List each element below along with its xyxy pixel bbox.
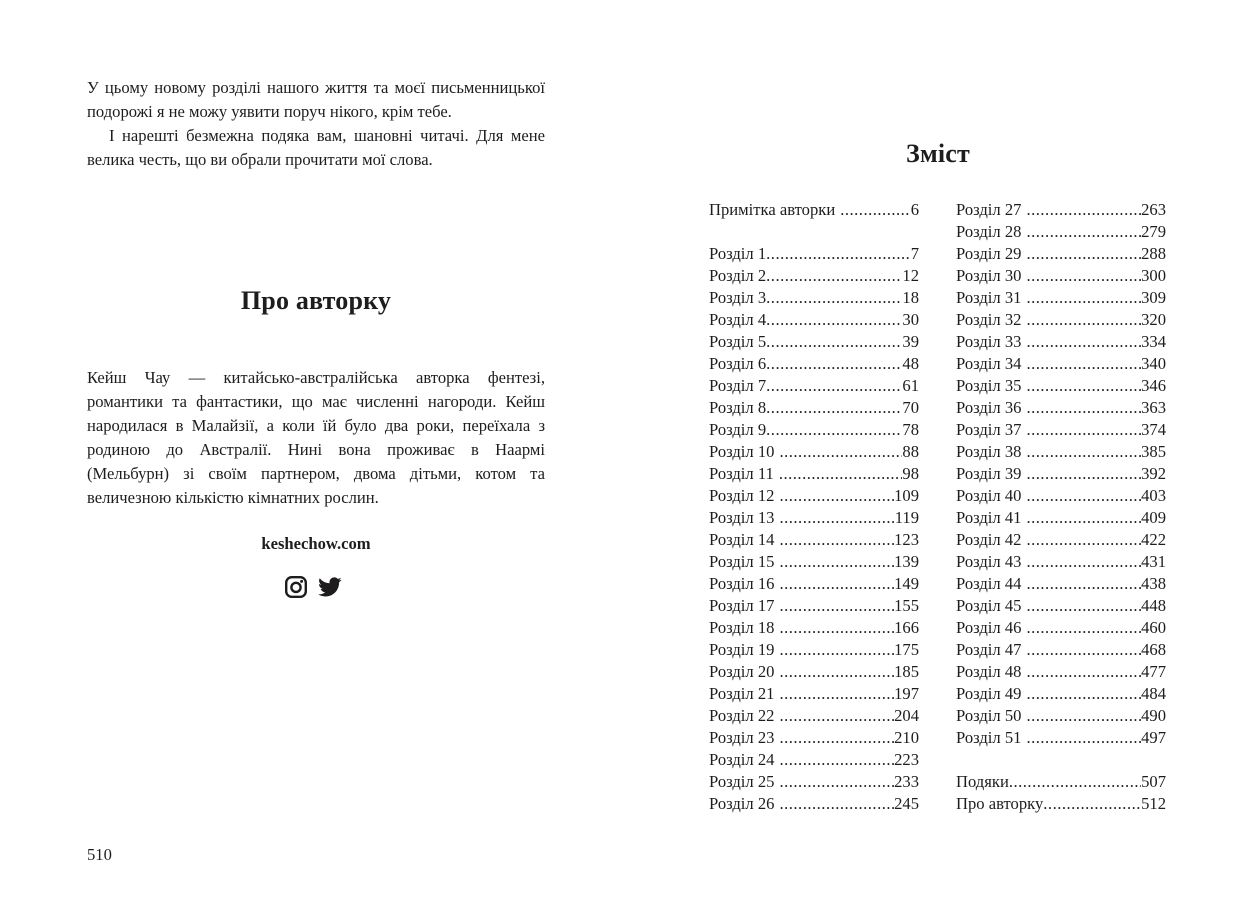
toc-entry-label: Розділ 32 bbox=[956, 310, 1022, 329]
toc-entry-page: 279 bbox=[1141, 222, 1166, 241]
toc-entry-page: 320 bbox=[1141, 310, 1166, 329]
toc-leader-dots bbox=[1026, 221, 1141, 243]
page-number: 510 bbox=[87, 845, 112, 864]
toc-entry-label: Розділ 7 bbox=[709, 376, 767, 395]
toc-column-1 bbox=[709, 199, 919, 815]
toc-entry-label: Розділ 5 bbox=[709, 332, 767, 351]
toc-entry[interactable] bbox=[956, 375, 1166, 397]
toc-entry-label: Розділ 31 bbox=[956, 288, 1022, 307]
toc-entry-page: 139 bbox=[894, 552, 919, 571]
acknowledgment-text bbox=[87, 76, 545, 172]
about-author-heading: Про авторку bbox=[240, 286, 392, 315]
toc-column-2 bbox=[956, 199, 1166, 815]
toc-entry-page: 166 bbox=[894, 618, 919, 637]
toc-leader-dots bbox=[1026, 199, 1141, 221]
toc-entry-page: 309 bbox=[1141, 288, 1166, 307]
toc-entry[interactable] bbox=[956, 573, 1166, 595]
toc-entry[interactable] bbox=[956, 287, 1166, 309]
toc-entry-page: 385 bbox=[1141, 442, 1166, 461]
toc-leader-dots bbox=[766, 287, 902, 309]
toc-entry-label: Розділ 49 bbox=[956, 684, 1022, 703]
toc-entry-page: 512 bbox=[1141, 794, 1166, 813]
toc-entry[interactable] bbox=[709, 793, 919, 815]
toc-entry[interactable] bbox=[956, 793, 1166, 815]
toc-entry[interactable] bbox=[709, 419, 919, 441]
author-website-link[interactable]: keshechow.com bbox=[261, 534, 371, 553]
toc-entry-label: Розділ 16 bbox=[709, 574, 775, 593]
toc-leader-dots bbox=[779, 617, 894, 639]
toc-entry[interactable] bbox=[709, 705, 919, 727]
toc-entry-label: Розділ 9 bbox=[709, 420, 767, 439]
toc-entry[interactable] bbox=[709, 331, 919, 353]
toc-entry-page: 374 bbox=[1141, 420, 1166, 439]
toc-entry-label: Розділ 28 bbox=[956, 222, 1022, 241]
toc-leader-dots bbox=[766, 353, 902, 375]
toc-entry-label: Розділ 44 bbox=[956, 574, 1022, 593]
toc-entry-label: Розділ 29 bbox=[956, 244, 1022, 263]
toc-entry-page: 468 bbox=[1141, 640, 1166, 659]
toc-entry-label: Розділ 6 bbox=[709, 354, 767, 373]
toc-leader-dots bbox=[779, 485, 894, 507]
toc-leader-dots bbox=[1026, 683, 1141, 705]
toc-entry-page: 460 bbox=[1141, 618, 1166, 637]
toc-leader-dots bbox=[779, 551, 894, 573]
toc-entry[interactable] bbox=[709, 309, 919, 331]
toc-leader-dots bbox=[1026, 705, 1141, 727]
toc-entry-label: Примітка авторки bbox=[709, 200, 836, 219]
toc-entry[interactable] bbox=[709, 661, 919, 683]
toc-entry[interactable] bbox=[956, 771, 1166, 793]
toc-entry-label: Розділ 21 bbox=[709, 684, 775, 703]
toc-leader-dots bbox=[766, 397, 902, 419]
toc-entry-label: Розділ 38 bbox=[956, 442, 1022, 461]
toc-entry[interactable] bbox=[956, 331, 1166, 353]
toc-leader-dots bbox=[766, 375, 902, 397]
toc-entry[interactable] bbox=[956, 551, 1166, 573]
toc-leader-dots bbox=[779, 463, 903, 485]
toc-entry-label: Розділ 22 bbox=[709, 706, 775, 725]
toc-leader-dots bbox=[779, 441, 902, 463]
toc-entry-label: Розділ 35 bbox=[956, 376, 1022, 395]
toc-leader-dots bbox=[779, 573, 894, 595]
toc-leader-dots bbox=[1026, 661, 1141, 683]
toc-entry-label: Розділ 33 bbox=[956, 332, 1022, 351]
toc-entry-label: Розділ 37 bbox=[956, 420, 1022, 439]
toc-entry-label: Розділ 47 bbox=[956, 640, 1022, 659]
toc-entry[interactable] bbox=[956, 661, 1166, 683]
toc-entry-label: Розділ 3 bbox=[709, 288, 767, 307]
toc-leader-dots bbox=[1026, 617, 1141, 639]
toc-entry-page: 18 bbox=[902, 288, 919, 307]
toc-entry-page: 210 bbox=[894, 728, 919, 747]
toc-entry-page: 175 bbox=[894, 640, 919, 659]
toc-leader-dots bbox=[766, 419, 902, 441]
toc-entry-page: 48 bbox=[902, 354, 919, 373]
toc-leader-dots bbox=[779, 683, 894, 705]
toc-entry-page: 340 bbox=[1141, 354, 1166, 373]
author-bio bbox=[87, 366, 545, 510]
toc-entry-label: Розділ 40 bbox=[956, 486, 1022, 505]
toc-entry[interactable] bbox=[709, 617, 919, 639]
toc-entry[interactable] bbox=[709, 727, 919, 749]
toc-entry-label: Розділ 15 bbox=[709, 552, 775, 571]
toc-entry-label: Розділ 25 bbox=[709, 772, 775, 791]
toc-entry-label: Розділ 46 bbox=[956, 618, 1022, 637]
author-bio-paragraph: Кейш Чау — китайсько-австралійська авторка фентезі, романтики та фантастики, що має численні нагороди. Кейш народилася в Малайзії, а коли їй було два роки, переїхала з родиною до Австралії. Нині вона проживає в Наармі (Мельбурн) зі своїм партнером, двома дітьми, котом та величезною кількістю кімнатних рослин. bbox=[87, 368, 545, 507]
toc-entry-label: Розділ 20 bbox=[709, 662, 775, 681]
toc-entry-label: Розділ 4 bbox=[709, 310, 767, 329]
toc-leader-dots bbox=[779, 749, 894, 771]
toc-leader-dots bbox=[1009, 771, 1141, 793]
toc-entry-page: 39 bbox=[902, 332, 919, 351]
toc-entry-page: 119 bbox=[894, 508, 919, 527]
toc-leader-dots bbox=[1026, 287, 1141, 309]
toc-entry-label: Розділ 34 bbox=[956, 354, 1022, 373]
acknowledgment-paragraph: І нарешті безмежна подяка вам, шановні читачі. Для мене велика честь, що ви обрали прочитати мої слова. bbox=[87, 126, 545, 169]
toc-entry[interactable] bbox=[709, 463, 919, 485]
toc-entry-page: 346 bbox=[1141, 376, 1166, 395]
toc-entry-label: Розділ 2 bbox=[709, 266, 767, 285]
toc-entry-page: 300 bbox=[1141, 266, 1166, 285]
toc-entry-page: 197 bbox=[894, 684, 919, 703]
toc-entry-page: 61 bbox=[902, 376, 919, 395]
toc-entry-label: Розділ 48 bbox=[956, 662, 1022, 681]
toc-entry[interactable] bbox=[709, 573, 919, 595]
toc-leader-dots bbox=[1026, 353, 1141, 375]
toc-leader-dots bbox=[1026, 573, 1141, 595]
toc-spacer bbox=[956, 749, 1166, 771]
toc-entry[interactable] bbox=[709, 265, 919, 287]
toc-leader-dots bbox=[840, 199, 911, 221]
toc-entry-label: Розділ 42 bbox=[956, 530, 1022, 549]
toc-entry-label: Розділ 14 bbox=[709, 530, 775, 549]
toc-entry-label: Розділ 39 bbox=[956, 464, 1022, 483]
toc-entry-label: Подяки bbox=[956, 772, 1009, 791]
toc-entry-page: 123 bbox=[894, 530, 919, 549]
toc-entry-page: 6 bbox=[910, 200, 919, 219]
toc-entry[interactable] bbox=[956, 309, 1166, 331]
toc-leader-dots bbox=[1026, 727, 1141, 749]
toc-leader-dots bbox=[1026, 529, 1141, 551]
toc-entry-label: Розділ 19 bbox=[709, 640, 775, 659]
toc-entry-label: Розділ 18 bbox=[709, 618, 775, 637]
toc-entry[interactable] bbox=[709, 639, 919, 661]
toc-entry[interactable] bbox=[956, 485, 1166, 507]
toc-entry-label: Розділ 36 bbox=[956, 398, 1022, 417]
toc-entry-page: 409 bbox=[1141, 508, 1166, 527]
toc-entry[interactable] bbox=[709, 771, 919, 793]
toc-leader-dots bbox=[779, 793, 894, 815]
toc-entry[interactable] bbox=[956, 353, 1166, 375]
toc-entry[interactable] bbox=[956, 441, 1166, 463]
toc-entry[interactable] bbox=[709, 529, 919, 551]
toc-entry-page: 497 bbox=[1141, 728, 1166, 747]
toc-entry-page: 233 bbox=[894, 772, 919, 791]
toc-entry-page: 78 bbox=[902, 420, 919, 439]
toc-leader-dots bbox=[1026, 309, 1141, 331]
toc-entry-page: 484 bbox=[1141, 684, 1166, 703]
toc-entry-label: Розділ 24 bbox=[709, 750, 775, 769]
toc-entry[interactable] bbox=[956, 617, 1166, 639]
toc-leader-dots bbox=[779, 661, 894, 683]
toc-leader-dots bbox=[1026, 639, 1141, 661]
toc-entry[interactable] bbox=[956, 639, 1166, 661]
toc-entry[interactable] bbox=[956, 265, 1166, 287]
toc-entry[interactable] bbox=[709, 375, 919, 397]
toc-entry[interactable] bbox=[709, 551, 919, 573]
toc-leader-dots bbox=[766, 331, 902, 353]
toc-leader-dots bbox=[766, 309, 902, 331]
toc-entry[interactable] bbox=[956, 705, 1166, 727]
toc-entry-label: Розділ 12 bbox=[709, 486, 775, 505]
toc-entry-page: 204 bbox=[894, 706, 919, 725]
toc-entry-page: 98 bbox=[902, 464, 919, 483]
toc-entry-label: Розділ 11 bbox=[709, 464, 774, 483]
toc-leader-dots bbox=[1026, 331, 1141, 353]
toc-entry-page: 392 bbox=[1141, 464, 1166, 483]
toc-leader-dots bbox=[1026, 375, 1141, 397]
toc-leader-dots bbox=[1026, 265, 1141, 287]
toc-entry[interactable] bbox=[956, 507, 1166, 529]
toc-entry-label: Розділ 10 bbox=[709, 442, 775, 461]
toc-entry-page: 185 bbox=[894, 662, 919, 681]
toc-entry-page: 507 bbox=[1141, 772, 1166, 791]
toc-entry[interactable] bbox=[956, 397, 1166, 419]
toc-leader-dots bbox=[1026, 397, 1141, 419]
toc-entry-label: Розділ 41 bbox=[956, 508, 1022, 527]
toc-entry-label: Розділ 51 bbox=[956, 728, 1022, 747]
toc-entry[interactable] bbox=[956, 199, 1166, 221]
toc-entry-page: 490 bbox=[1141, 706, 1166, 725]
toc-entry-label: Розділ 27 bbox=[956, 200, 1022, 219]
toc-entry-label: Розділ 1 bbox=[709, 244, 767, 263]
toc-spacer bbox=[709, 221, 919, 243]
toc-entry[interactable] bbox=[956, 419, 1166, 441]
toc-entry-page: 155 bbox=[894, 596, 919, 615]
instagram-icon[interactable] bbox=[284, 575, 308, 599]
toc-entry-page: 223 bbox=[894, 750, 919, 769]
toc-leader-dots bbox=[1026, 419, 1141, 441]
toc-leader-dots bbox=[779, 705, 894, 727]
toc-entry-page: 70 bbox=[902, 398, 919, 417]
toc-entry-page: 7 bbox=[910, 244, 919, 263]
toc-leader-dots bbox=[1026, 551, 1141, 573]
toc-entry-page: 245 bbox=[894, 794, 919, 813]
toc-entry[interactable] bbox=[956, 683, 1166, 705]
toc-entry[interactable] bbox=[709, 507, 919, 529]
twitter-icon[interactable] bbox=[316, 575, 344, 599]
toc-leader-dots bbox=[779, 771, 894, 793]
toc-entry-label: Розділ 8 bbox=[709, 398, 767, 417]
toc-entry[interactable] bbox=[956, 595, 1166, 617]
toc-leader-dots bbox=[1026, 441, 1141, 463]
toc-entry-label: Розділ 45 bbox=[956, 596, 1022, 615]
toc-entry[interactable] bbox=[956, 221, 1166, 243]
toc-leader-dots bbox=[766, 243, 911, 265]
toc-entry-label: Розділ 50 bbox=[956, 706, 1022, 725]
toc-leader-dots bbox=[779, 529, 894, 551]
toc-entry[interactable] bbox=[709, 199, 919, 221]
toc-leader-dots bbox=[1026, 485, 1141, 507]
toc-entry[interactable] bbox=[709, 441, 919, 463]
toc-leader-dots bbox=[1026, 243, 1141, 265]
toc-entry-label: Розділ 13 bbox=[709, 508, 775, 527]
toc-entry-label: Розділ 30 bbox=[956, 266, 1022, 285]
toc-entry-page: 448 bbox=[1141, 596, 1166, 615]
toc-leader-dots bbox=[766, 265, 902, 287]
toc-entry-page: 12 bbox=[902, 266, 919, 285]
toc-entry-page: 363 bbox=[1141, 398, 1166, 417]
toc-entry[interactable] bbox=[709, 397, 919, 419]
toc-entry-label: Розділ 23 bbox=[709, 728, 775, 747]
table-of-contents-heading: Зміст bbox=[906, 139, 970, 168]
toc-entry-page: 438 bbox=[1141, 574, 1166, 593]
toc-entry-page: 263 bbox=[1141, 200, 1166, 219]
toc-entry[interactable] bbox=[709, 353, 919, 375]
toc-entry-page: 109 bbox=[894, 486, 919, 505]
toc-entry-page: 422 bbox=[1141, 530, 1166, 549]
toc-leader-dots bbox=[1026, 463, 1141, 485]
toc-entry[interactable] bbox=[709, 287, 919, 309]
toc-entry-page: 431 bbox=[1141, 552, 1166, 571]
toc-entry-page: 288 bbox=[1141, 244, 1166, 263]
toc-entry[interactable] bbox=[709, 749, 919, 771]
toc-entry-label: Розділ 26 bbox=[709, 794, 775, 813]
toc-entry[interactable] bbox=[709, 683, 919, 705]
toc-entry[interactable] bbox=[956, 243, 1166, 265]
toc-entry[interactable] bbox=[709, 595, 919, 617]
toc-entry-page: 403 bbox=[1141, 486, 1166, 505]
toc-entry[interactable] bbox=[956, 529, 1166, 551]
right-page bbox=[627, 0, 1254, 908]
toc-leader-dots bbox=[1026, 507, 1141, 529]
toc-leader-dots bbox=[779, 595, 894, 617]
toc-leader-dots bbox=[779, 727, 894, 749]
acknowledgment-paragraph: У цьому новому розділі нашого життя та моєї письменницької подорожі я не можу уявити поруч нікого, крім тебе. bbox=[87, 78, 545, 121]
toc-entry-label: Про авторку bbox=[956, 794, 1044, 813]
toc-entry-page: 149 bbox=[894, 574, 919, 593]
toc-entry-page: 30 bbox=[902, 310, 919, 329]
toc-entry-label: Розділ 17 bbox=[709, 596, 775, 615]
toc-entry[interactable] bbox=[956, 463, 1166, 485]
toc-entry[interactable] bbox=[956, 727, 1166, 749]
toc-entry-page: 88 bbox=[902, 442, 919, 461]
toc-entry[interactable] bbox=[709, 243, 919, 265]
social-links bbox=[284, 575, 344, 599]
toc-leader-dots bbox=[779, 507, 894, 529]
toc-leader-dots bbox=[779, 639, 894, 661]
toc-entry-page: 477 bbox=[1141, 662, 1166, 681]
toc-leader-dots bbox=[1043, 793, 1141, 815]
toc-entry[interactable] bbox=[709, 485, 919, 507]
toc-entry-page: 334 bbox=[1141, 332, 1166, 351]
toc-leader-dots bbox=[1026, 595, 1141, 617]
toc-entry-label: Розділ 43 bbox=[956, 552, 1022, 571]
